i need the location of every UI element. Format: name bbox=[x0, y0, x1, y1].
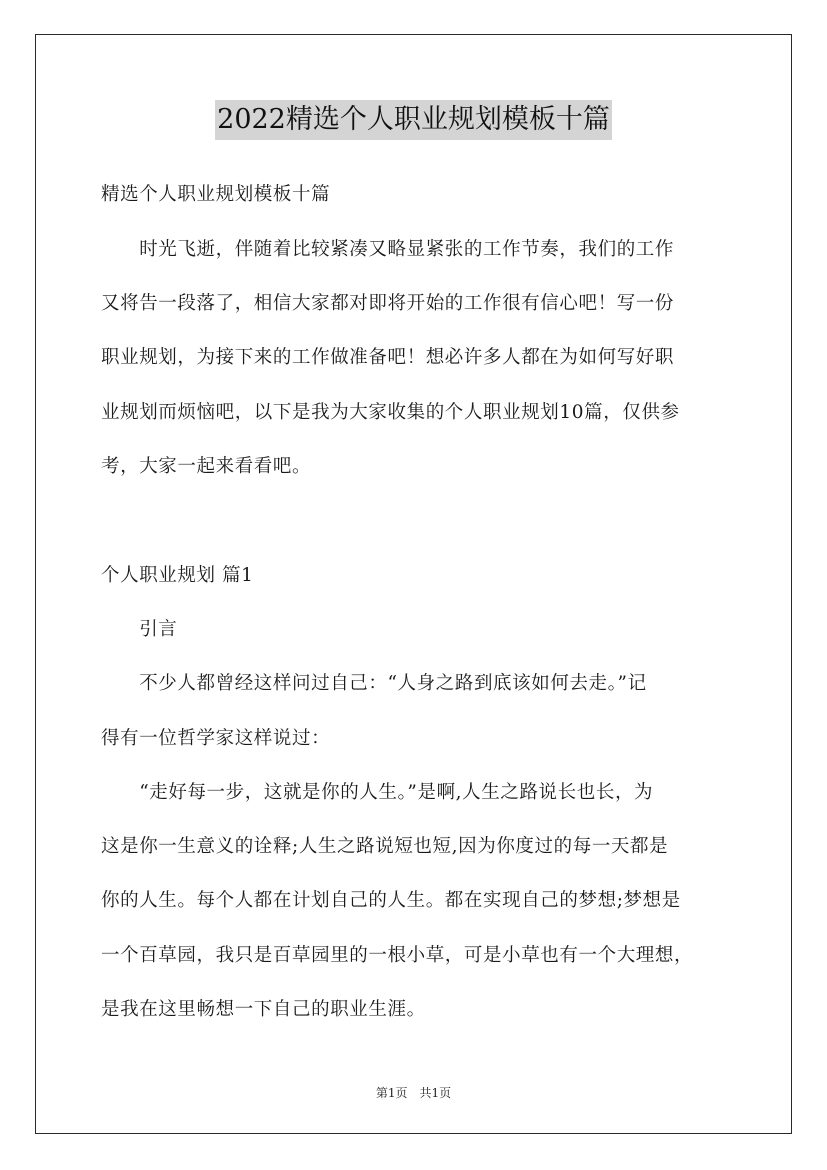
body-line-7: 是我在这里畅想一下自己的职业生涯。 bbox=[101, 999, 426, 1020]
body-line-6: 一个百草园，我只是百草园里的一根小草，可是小草也有一个大理想， bbox=[101, 945, 694, 966]
intro-line-1: 时光飞逝，伴随着比较紧凑又略显紧张的工作节奏，我们的工作 bbox=[101, 239, 675, 260]
body-line-1: 不少人都曾经这样问过自己：“人身之路到底该如何去走。”记 bbox=[101, 673, 647, 694]
document-subtitle: 精选个人职业规划模板十篇 bbox=[101, 184, 331, 205]
section-heading: 个人职业规划 篇1 bbox=[101, 565, 254, 586]
title-container bbox=[0, 100, 827, 140]
body-line-2: 得有一位哲学家这样说过： bbox=[101, 728, 331, 749]
body-line-3: “走好每一步，这就是你的人生。”是啊,人生之路说长也长，为 bbox=[101, 782, 654, 803]
intro-line-2: 又将告一段落了，相信大家都对即将开始的工作很有信心吧！写一份 bbox=[101, 293, 675, 314]
body-line-4: 这是你一生意义的诠释;人生之路说短也短,因为你度过的每一天都是 bbox=[101, 836, 669, 857]
document-title: 2022精选个人职业规划模板十篇 bbox=[215, 100, 612, 140]
intro-line-4: 业规划而烦恼吧，以下是我为大家收集的个人职业规划10篇，仅供参 bbox=[101, 402, 680, 423]
body-line-5: 你的人生。每个人都在计划自己的人生。都在实现自己的梦想;梦想是 bbox=[101, 890, 681, 911]
page-footer: 第1页 共1页 bbox=[375, 1086, 452, 1100]
intro-line-5: 考，大家一起来看看吧。 bbox=[101, 456, 312, 477]
intro-line-3: 职业规划，为接下来的工作做准备吧！想必许多人都在为如何写好职 bbox=[101, 347, 675, 368]
preface-label: 引言 bbox=[101, 619, 178, 640]
